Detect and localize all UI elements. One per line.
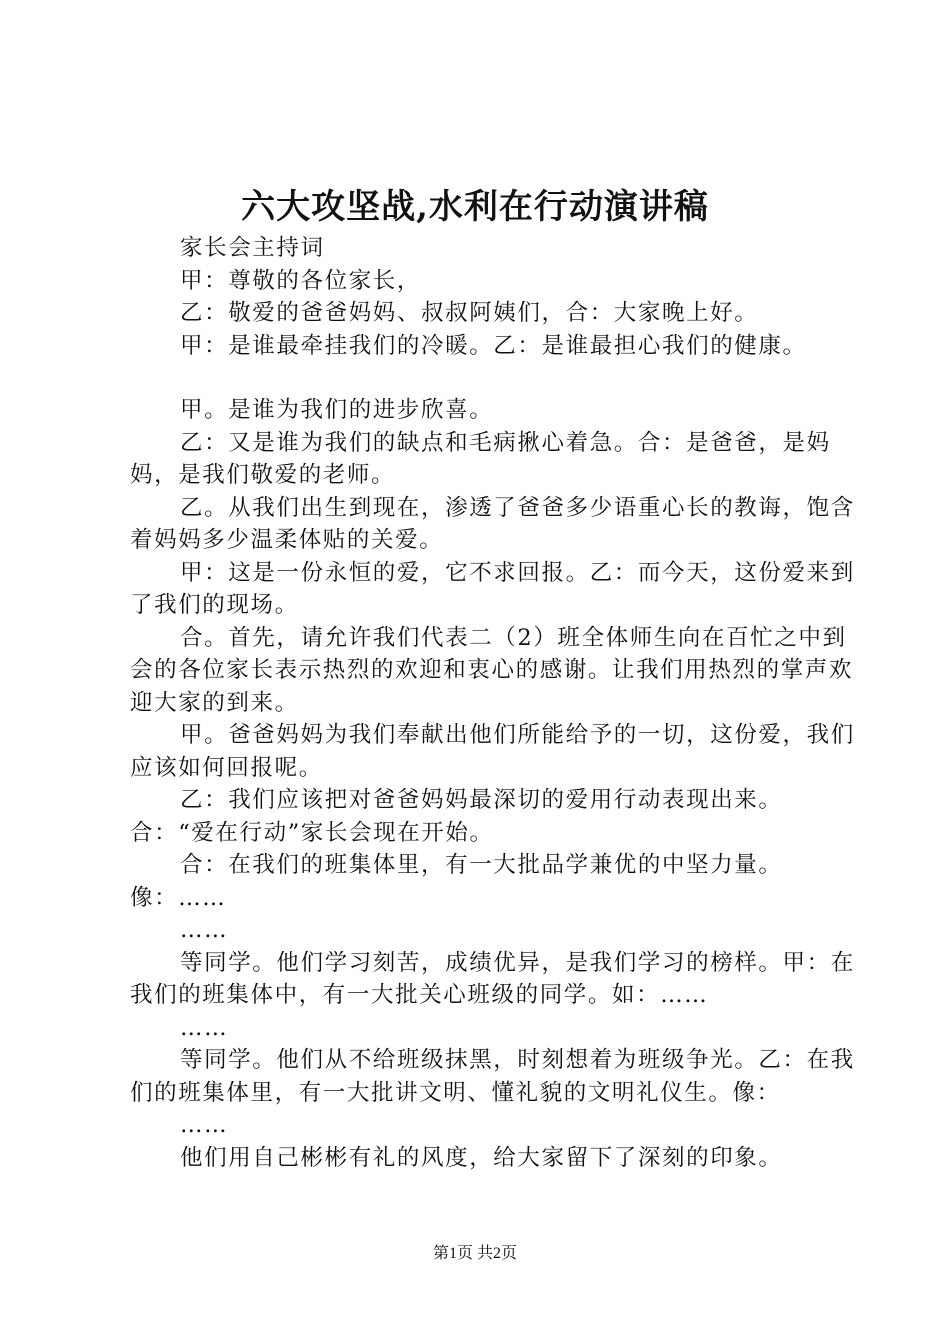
paragraph: …… — [180, 1014, 229, 1041]
paragraph: 乙：又是谁为我们的缺点和毛病揪心着急。合：是爸爸，是妈妈，是我们敬爱的老师。 — [130, 429, 831, 488]
paragraph: 乙。从我们出生到现在，渗透了爸爸多少语重心长的教诲，饱含着妈妈多少温柔体贴的关爱。 — [130, 494, 855, 553]
paragraph: 甲。爸爸妈妈为我们奉献出他们所能给予的一切，这份爱，我们应该如何回报呢。 — [130, 722, 855, 781]
paragraph: 合。首先，请允许我们代表二（2）班全体师生向在百忙之中到会的各位家长表示热烈的欢迎和衷心的感谢。让我们用热烈的掌声欢迎大家的到来。 — [130, 624, 854, 716]
paragraph: 等同学。他们学习刻苦，成绩优异，是我们学习的榜样。甲：在我们的班集体中，有一大批关心班级的同学。如：…… — [130, 949, 855, 1008]
paragraph: 等同学。他们从不给班级抹黑，时刻想着为班级争光。乙：在我们的班集体里，有一大批讲文明、懂礼貌的文明礼仪生。像： — [130, 1047, 855, 1106]
page-footer: 第1页 共2页 — [432, 1245, 517, 1262]
paragraph: 甲：是谁最牵挂我们的冷暖。乙：是谁最担心我们的健康。 — [180, 332, 807, 359]
paragraph: 甲：尊敬的各位家长， — [180, 267, 422, 294]
paragraph: …… — [180, 1112, 229, 1138]
document-body — [130, 232, 860, 1174]
paragraph: 家长会主持词 — [180, 235, 325, 261]
document-title: 六大攻坚战,水利在行动演讲稿 — [241, 187, 709, 227]
paragraph: 乙：敬爱的爸爸妈妈、叔叔阿姨们，合：大家晚上好。 — [180, 300, 759, 326]
paragraph: 甲：这是一份永恒的爱，它不求回报。乙：而今天，这份爱来到了我们的现场。 — [130, 559, 855, 618]
paragraph: 他们用自己彬彬有礼的风度，给大家留下了深刻的印象。 — [180, 1144, 783, 1171]
paragraph: 甲。是谁为我们的进步欣喜。 — [180, 397, 494, 423]
paragraph: 合：在我们的班集体里，有一大批品学兼优的中坚力量。像：…… — [130, 852, 783, 911]
paragraph: 乙：我们应该把对爸爸妈妈最深切的爱用行动表现出来。合：“爱在行动”家长会现在开始。 — [130, 787, 783, 846]
paragraph: …… — [180, 917, 229, 943]
